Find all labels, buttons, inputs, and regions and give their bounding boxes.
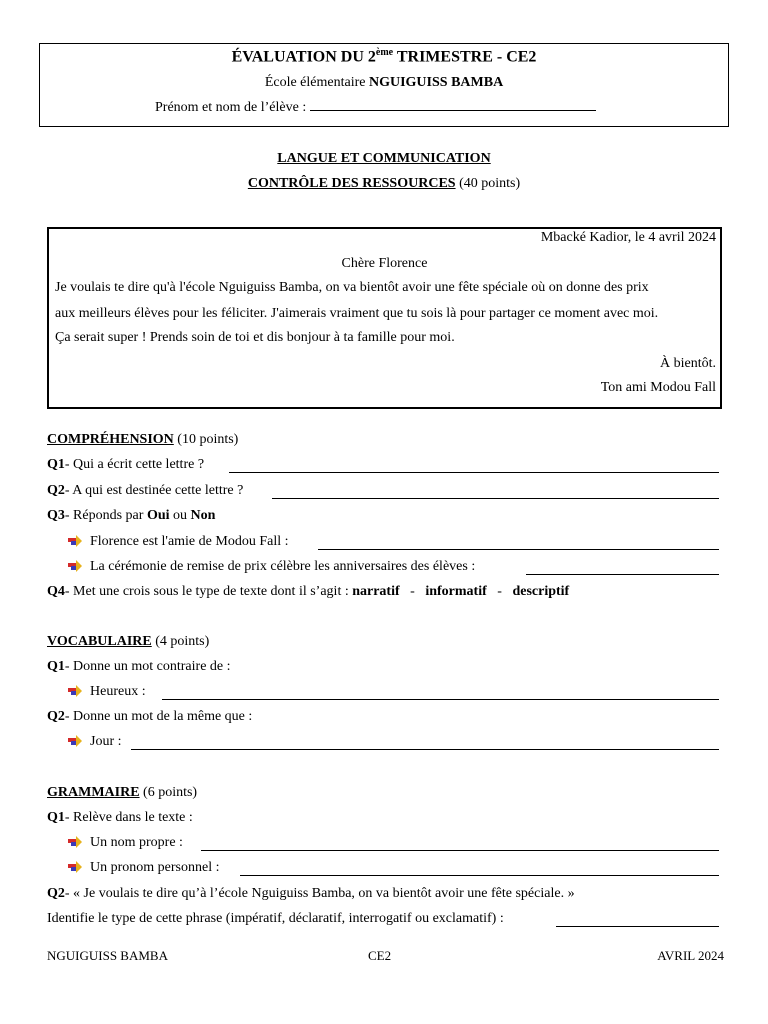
school-name: NGUIGUISS BAMBA bbox=[368, 75, 504, 90]
arrow-bullet-icon bbox=[68, 860, 82, 872]
letter-greeting: Chère Florence bbox=[341, 256, 428, 271]
letter-signature: Ton ami Modou Fall bbox=[600, 380, 716, 395]
gram-q2-instruction: Identifie le type de cette phrase (impératif, déclaratif, interrogatif ou exclamatif) : bbox=[47, 911, 504, 926]
letter-body-line: aux meilleurs élèves pour les féliciter. J'aimerais vraiment que tu sois là pour partager ce moment avec moi. bbox=[55, 306, 659, 321]
comp-q3-answer-line[interactable] bbox=[318, 549, 719, 550]
gram-q1: Q1- Relève dans le texte : bbox=[47, 810, 193, 825]
gram-q1-answer-line[interactable] bbox=[240, 875, 719, 876]
header-box bbox=[39, 43, 729, 127]
footer-school: NGUIGUISS BAMBA bbox=[47, 948, 168, 963]
gram-q2-answer-line[interactable] bbox=[556, 926, 719, 927]
letter-closing: À bientôt. bbox=[660, 356, 716, 371]
comp-q3: Q3- Réponds par Oui ou Non bbox=[47, 508, 216, 523]
comprehension-heading: COMPRÉHENSION (10 points) bbox=[47, 432, 239, 447]
arrow-bullet-icon bbox=[68, 559, 82, 571]
grammaire-heading: GRAMMAIRE (6 points) bbox=[47, 785, 198, 800]
comp-q1: Q1- Qui a écrit cette lettre ? bbox=[47, 457, 205, 472]
arrow-bullet-icon bbox=[68, 684, 82, 696]
arrow-bullet-icon bbox=[68, 835, 82, 847]
comp-q3-item: La cérémonie de remise de prix célèbre les anniversaires des élèves : bbox=[68, 559, 475, 575]
student-name-label: Prénom et nom de l’élève : bbox=[155, 100, 307, 115]
comp-q2-answer-line[interactable] bbox=[272, 498, 719, 499]
comp-q2: Q2- A qui est destinée cette lettre ? bbox=[47, 483, 244, 498]
letter-box bbox=[47, 227, 722, 409]
school-line: École élémentaire NGUIGUISS BAMBA bbox=[264, 75, 504, 90]
comp-q1-answer-line[interactable] bbox=[229, 472, 719, 473]
gram-q2: Q2- « Je voulais te dire qu’à l’école Nguiguiss Bamba, on va bientôt avoir une fête spéciale. » bbox=[47, 886, 575, 901]
footer-class: CE2 bbox=[368, 948, 392, 963]
gram-q1-answer-line[interactable] bbox=[201, 850, 719, 851]
voc-q2: Q2- Donne un mot de la même que : bbox=[47, 709, 253, 724]
arrow-bullet-icon bbox=[68, 734, 82, 746]
voc-q2-item: Jour : bbox=[68, 734, 122, 750]
letter-body-line: Je voulais te dire qu'à l'école Nguiguiss Bamba, on va bientôt avoir une fête spéciale où on donne des prix bbox=[55, 280, 649, 295]
exam-title: ÉVALUATION DU 2ème TRIMESTRE - CE2 bbox=[231, 47, 537, 66]
voc-q1: Q1- Donne un mot contraire de : bbox=[47, 659, 231, 674]
gram-q1-item: Un pronom personnel : bbox=[68, 860, 219, 876]
voc-q2-answer-line[interactable] bbox=[131, 749, 719, 750]
student-name-row bbox=[155, 100, 596, 116]
subject-subtitle: CONTRÔLE DES RESSOURCES (40 points) bbox=[247, 176, 521, 191]
comp-q4: Q4- Met une crois sous le type de texte dont il s’agit : narratif - informatif - descriptif bbox=[47, 584, 570, 599]
letter-body-line: Ça serait super ! Prends soin de toi et dis bonjour à ta famille pour moi. bbox=[55, 330, 455, 345]
student-name-field[interactable] bbox=[310, 109, 596, 111]
comp-q3-answer-line[interactable] bbox=[526, 574, 719, 575]
letter-place-date: Mbacké Kadior, le 4 avril 2024 bbox=[540, 230, 716, 245]
gram-q1-item: Un nom propre : bbox=[68, 835, 183, 851]
footer-date: AVRIL 2024 bbox=[657, 948, 724, 963]
voc-q1-answer-line[interactable] bbox=[162, 699, 719, 700]
vocabulaire-heading: VOCABULAIRE (4 points) bbox=[47, 634, 210, 649]
arrow-bullet-icon bbox=[68, 534, 82, 546]
comp-q3-item: Florence est l'amie de Modou Fall : bbox=[68, 534, 288, 550]
subject-title: LANGUE ET COMMUNICATION bbox=[277, 151, 491, 166]
voc-q1-item: Heureux : bbox=[68, 684, 146, 700]
